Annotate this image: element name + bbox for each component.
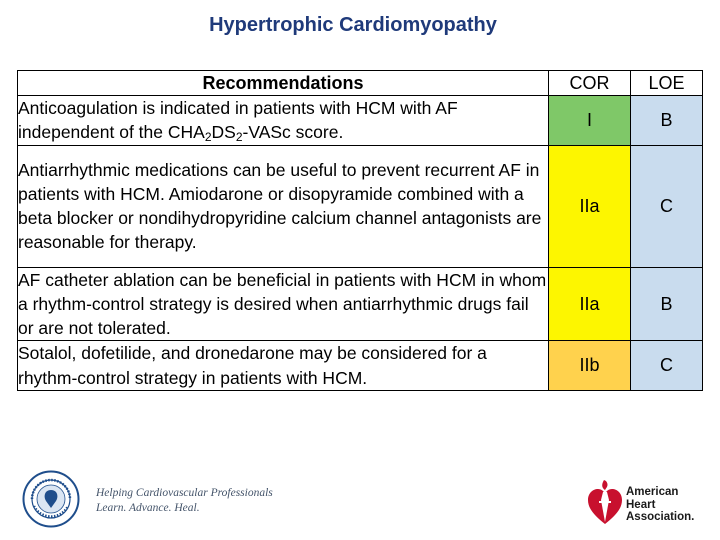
table-row [18, 341, 703, 391]
cor-cell: IIb [549, 341, 631, 391]
acc-tagline: Helping Cardiovascular Professionals Learn. Advance. Heal. [96, 487, 273, 514]
cor-cell: IIa [549, 145, 631, 267]
recommendation-text: Anticoagulation is indicated in patients with HCM with AF independent of the $CHA_2DS_2$-VASc score. [18, 96, 549, 146]
page-title: Hypertrophic Cardiomyopathy [209, 14, 497, 36]
header-cor: COR [549, 71, 631, 96]
recommendation-text: Sotalol, dofetilide, and dronedarone may be considered for a rhythm-control strategy in patients with HCM. [18, 341, 549, 391]
acc-seal-icon [22, 470, 80, 528]
recommendation-text: AF catheter ablation can be beneficial in patients with HCM in whom a rhythm-control strategy is desired when antiarrhythmic drugs fail or are not tolerated. [18, 267, 549, 341]
cor-cell: I [549, 96, 631, 146]
table-row [18, 145, 703, 267]
cor-cell: IIa [549, 267, 631, 341]
aha-wordmark: American Heart Association. [626, 486, 695, 523]
heart-torch-icon [585, 478, 625, 528]
header-recommendations: Recommendations [18, 71, 549, 96]
loe-cell: B [631, 267, 703, 341]
table-row [18, 267, 703, 341]
table-row [18, 96, 703, 146]
recommendation-text: Antiarrhythmic medications can be useful to prevent recurrent AF in patients with HCM. Amiodarone or disopyramide combined with a beta blocker or nondihydropyridine calcium channel antagonists are reasonable for therapy. [18, 145, 549, 267]
header-loe: LOE [631, 71, 703, 96]
loe-cell: B [631, 96, 703, 146]
loe-cell: C [631, 341, 703, 391]
loe-cell: C [631, 145, 703, 267]
recommendations-table [17, 70, 703, 391]
table-header-row [18, 71, 703, 96]
